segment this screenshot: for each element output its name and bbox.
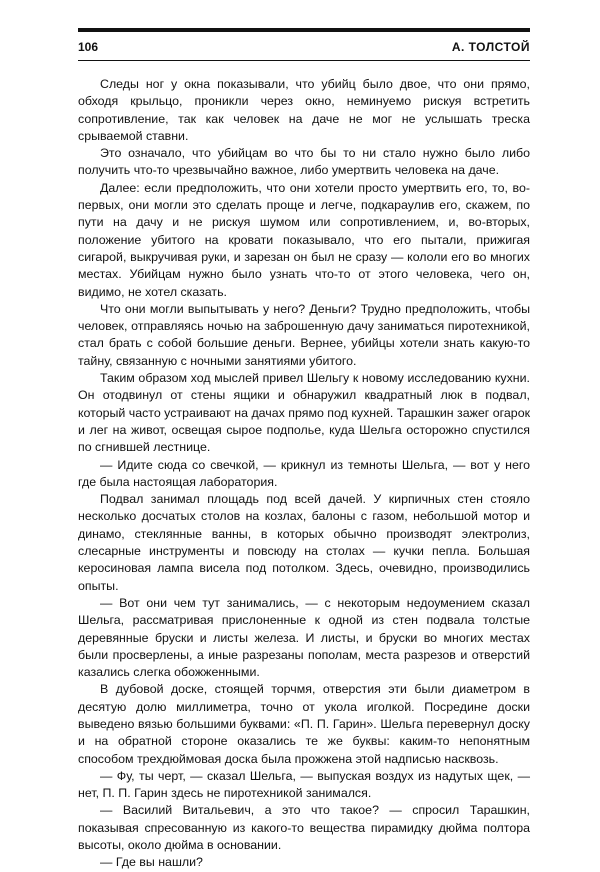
paragraph: Далее: если предположить, что они хотели просто умертвить его, то, во-первых, они могли это сделать проще и легче, подкараулив его, скажем, по пути на дачу и не рискуя шумом или сопротивлением, и, во-вторых, положение убитого на кровати показывало, что его пытали, прижигая сигарой, выкручивая руки, и зарезан он был не сразу — кололи его во многих местах. Убийцам нужно было узнать что-то от этого человека, чего он, видимо, не хотел сказать. [78,180,530,299]
header-rule-thin [78,60,530,61]
paragraph: Подвал занимал площадь под всей дачей. У кирпичных стен стояло несколько досчатых столов на козлах, балоны с газом, небольшой мотор и динамо, стеклянные ванны, в которых обычно производят электролиз, слесарные инструменты и повсюду на столах — кучки пепла. Большая керосиновая лампа висела под потолком. Здесь, очевидно, производились опыты. [78,492,530,593]
paragraph: Таким образом ход мыслей привел Шельгу к новому исследованию кухни. Он отодвинул от стены ящики и обнаружил квадратный люк в подвал, который часто устраивают на дачах прямо под кухней. Тарашкин зажег огарок и лег на живот, освещая сырое подполье, куда Шельга осторожно спустился по сгнившей лестнице. [78,371,531,455]
paragraph: Что они могли выпытывать у него? Деньги? Трудно предположить, чтобы человек, отправляясь ночью на заброшенную дачу заниматься пиротехникой, стал брать с собой большие деньги. Вернее, убийцы хотели знать какую-то тайну, связанную с ночными занятиями убитого. [78,301,530,368]
header-rule-thick [78,28,530,32]
paragraph: В дубовой доске, стоящей торчмя, отверстия эти были диаметром в десятую долю миллиметра, точно от укола иголкой. Посредине доски выведено вязью большими буквами: «П. П. Гарин». Шельга перевернул доску и на обратной стороне оказались те же буквы: каким-то непонятным способом трехдюймовая доска была прожжена этой надписью насквозь. [78,682,530,766]
paragraph: — Фу, ты черт, — сказал Шельга, — выпуская воздух из надутых щек, — нет, П. П. Гарин здесь не пиротехникой занимался. [78,768,530,801]
running-header [78,38,530,56]
paragraph: Это означало, что убийцам во что бы то ни стало нужно было либо получить что-то чрезвычайно важное, либо умертвить человека на даче. [78,146,530,178]
paragraph: Следы ног у окна показывали, что убийц было двое, что они прямо, обходя крыльцо, проникли через окно, неминуемо рискуя встретить сопротивление, так как человек на даче не мог не услышать треска срываемой ставни. [78,77,530,143]
paragraph: — Идите сюда со свечкой, — крикнул из темноты Шельга, — вот у него где была настоящая лаборатория. [78,457,530,489]
paragraph: — Василий Витальевич, а это что такое? — спросил Тарашкин, показывая спресованную из какого-то вещества пирамидку дюйма полтора высоты, около дюйма в основании. [78,803,530,853]
running-author: А. ТОЛСТОЙ [451,40,530,54]
body-text [78,76,530,872]
page-number: 106 [78,40,99,54]
paragraph: — Вот они чем тут занимались, — с некоторым недоумением сказал Шельга, рассматривая прислоненные к одной из стен подвала толстые деревянные бруски и листы железа. И листы, и бруски во многих местах были просверлены, а иные разрезаны пополам, места разрезов и отверстий казались слегка обожженными. [78,595,530,680]
paragraph: — Где вы нашли? [100,855,203,870]
